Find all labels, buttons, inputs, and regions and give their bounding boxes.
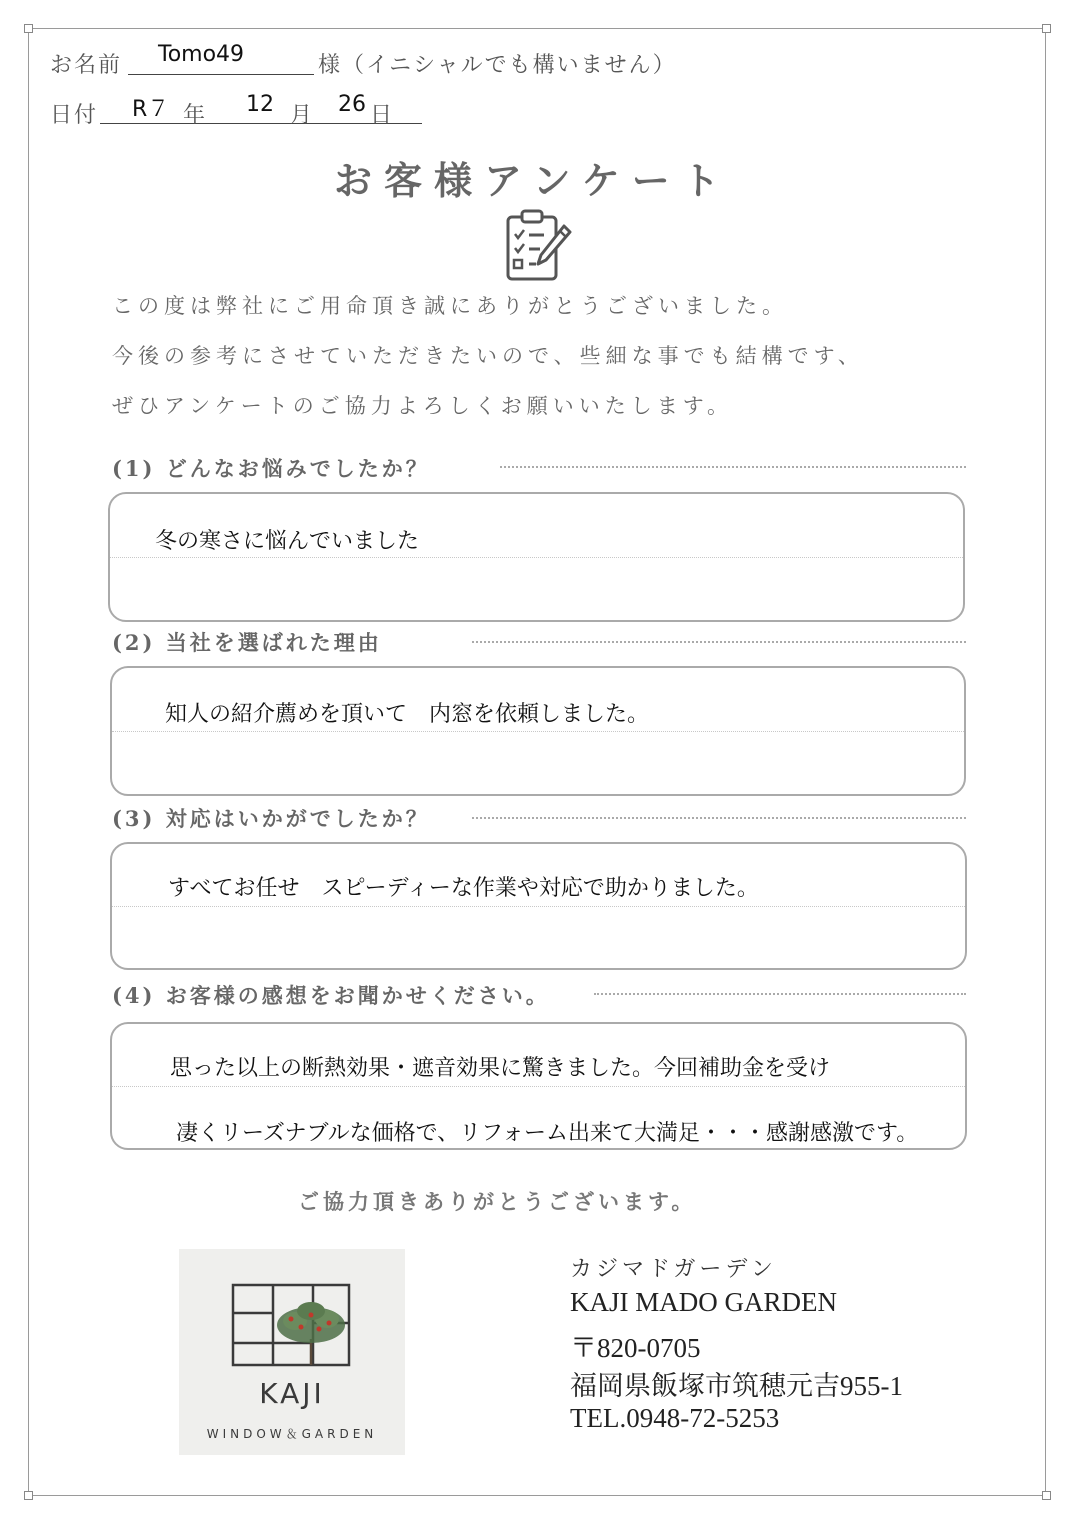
logo-name: KAJI: [259, 1377, 325, 1410]
month-label: 月: [290, 103, 315, 128]
question-2-leader: [472, 641, 966, 643]
answer-box-3[interactable]: [110, 842, 967, 970]
clipboard-checklist-icon: [502, 208, 574, 282]
corner-handle[interactable]: [1042, 24, 1051, 33]
name-label: お名前: [50, 53, 123, 78]
answer-2-line-1: 知人の紹介薦めを頂いて 内窓を依頼しました。: [165, 702, 650, 727]
answer-4-line-1: 思った以上の断熱効果・遮音効果に驚きました。今回補助金を受け: [170, 1056, 831, 1081]
question-3-label: (3) 対応はいかがでしたか？: [112, 806, 430, 831]
date-label: 日付: [50, 103, 99, 128]
corner-handle[interactable]: [1042, 1491, 1051, 1500]
company-tel: TEL.0948-72-5253: [570, 1403, 780, 1433]
answer-4-line-2: 凄くリーズナブルな価格で、リフォーム出来て大満足・・・感謝感激です。: [176, 1121, 919, 1146]
company-name-kana: カジマドガーデン: [570, 1257, 777, 1282]
intro-line-3: ぜひアンケートのご協力よろしくお願いいたします。: [112, 394, 734, 418]
answer-box-1[interactable]: [108, 492, 965, 622]
answer-rule: [110, 557, 963, 558]
year-label: 年: [183, 103, 208, 128]
company-postal: 〒820-0705: [570, 1333, 701, 1363]
answer-rule: [112, 1086, 965, 1087]
answer-rule: [112, 731, 964, 732]
question-3-leader: [472, 817, 966, 819]
month-value: 12: [246, 92, 274, 117]
company-logo: [179, 1249, 405, 1455]
answer-1-line-1: 冬の寒さに悩んでいました: [155, 529, 420, 554]
question-2-label: (2) 当社を選ばれた理由: [112, 630, 382, 655]
name-underline: [128, 74, 314, 75]
era-value: R７: [132, 97, 170, 122]
thanks-message: ご協力頂きありがとうございます。: [298, 1189, 697, 1214]
tree-window-icon: [231, 1283, 351, 1369]
intro-line-2: 今後の参考にさせていただきたいので、些細な事でも結構です、: [112, 344, 864, 368]
name-suffix: 様（イニシャルでも構いません）: [318, 53, 677, 78]
answer-rule: [112, 906, 965, 907]
day-value: 26: [338, 92, 366, 117]
answer-box-2[interactable]: [110, 666, 966, 796]
question-1-label: (1) どんなお悩みでしたか？: [112, 456, 430, 481]
intro-line-1: この度は弊社にご用命頂き誠にありがとうございました。: [112, 294, 788, 318]
company-name: KAJI MADO GARDEN: [570, 1287, 837, 1317]
page-title: お客様アンケート: [334, 158, 732, 203]
question-4-label: (4) お客様の感想をお聞かせください。: [112, 983, 550, 1008]
question-4-leader: [594, 993, 966, 995]
corner-handle[interactable]: [24, 1491, 33, 1500]
name-value: Tomo49: [158, 42, 245, 67]
day-label: 日: [370, 103, 395, 128]
question-1-leader: [500, 466, 966, 468]
answer-3-line-1: すべてお任せ スピーディーな作業や対応で助かりました。: [168, 876, 759, 901]
logo-tagline: WINDOW＆GARDEN: [206, 1427, 378, 1441]
company-address: 福岡県飯塚市筑穂元吉955-1: [570, 1371, 903, 1401]
corner-handle[interactable]: [24, 24, 33, 33]
